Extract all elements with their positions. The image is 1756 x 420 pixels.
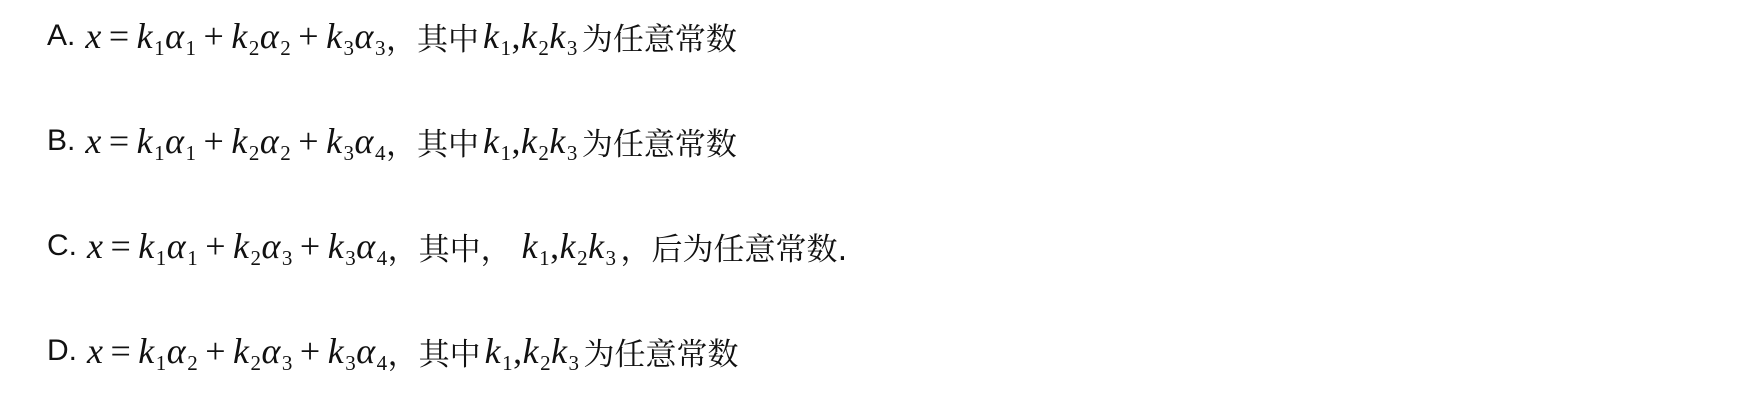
option-c — [47, 218, 847, 274]
term-2: $k_2\alpha_2$ — [231, 16, 292, 60]
term-1: $k_1\alpha_1$ — [136, 16, 197, 60]
plus-sign: + — [299, 331, 321, 371]
option-text-after: ，后为任意常数. — [620, 231, 848, 268]
equals-sign: = — [110, 226, 132, 266]
term-2: $k_2\alpha_3$ — [233, 331, 293, 375]
option-text-after: 为任意常数 — [581, 126, 737, 163]
constants: $k_1,k_2k_3$ — [484, 331, 580, 375]
equals-sign: = — [110, 331, 132, 371]
option-label: C. — [47, 229, 77, 262]
constants: $k_1,k_2k_3$ — [521, 226, 617, 270]
option-b — [47, 113, 737, 169]
term-2: $k_2\alpha_3$ — [233, 226, 293, 270]
option-label: B. — [47, 124, 76, 157]
equals-sign: = — [108, 121, 130, 161]
equation — [87, 330, 388, 375]
term-3: $k_3\alpha_3$ — [326, 16, 386, 60]
option-text-before: ，其中 — [385, 21, 479, 58]
term-1: $k_1\alpha_1$ — [138, 226, 199, 270]
option-text-after: 为任意常数 — [583, 336, 739, 373]
constants: $k_1,k_2k_3$ — [482, 16, 578, 60]
lhs-variable: x — [85, 121, 102, 161]
term-3: $k_3\alpha_4$ — [327, 226, 388, 270]
equals-sign: = — [108, 16, 130, 56]
equation — [87, 225, 388, 270]
option-label: A. — [47, 19, 76, 52]
option-text-before: ，其中， — [387, 231, 512, 268]
option-text-after: 为任意常数 — [581, 21, 737, 58]
lhs-variable: x — [85, 16, 102, 56]
option-d — [47, 323, 739, 379]
plus-sign: + — [205, 226, 226, 266]
plus-sign: + — [299, 226, 321, 266]
option-text-before: ，其中 — [385, 126, 479, 163]
plus-sign: + — [205, 331, 226, 371]
option-text-before: ，其中 — [387, 336, 481, 373]
plus-sign: + — [298, 121, 320, 161]
constants: $k_1,k_2k_3$ — [482, 121, 578, 165]
lhs-variable: x — [87, 226, 104, 266]
term-3: $k_3\alpha_4$ — [327, 331, 388, 375]
equation — [85, 120, 386, 165]
lhs-variable: x — [87, 331, 104, 371]
option-a — [47, 8, 737, 64]
term-1: $k_1\alpha_2$ — [138, 331, 199, 375]
term-3: $k_3\alpha_4$ — [326, 121, 386, 165]
equation — [85, 15, 386, 60]
option-label: D. — [47, 334, 77, 367]
plus-sign: + — [203, 121, 225, 161]
term-1: $k_1\alpha_1$ — [136, 121, 197, 165]
plus-sign: + — [203, 16, 225, 56]
term-2: $k_2\alpha_2$ — [231, 121, 292, 165]
plus-sign: + — [298, 16, 320, 56]
